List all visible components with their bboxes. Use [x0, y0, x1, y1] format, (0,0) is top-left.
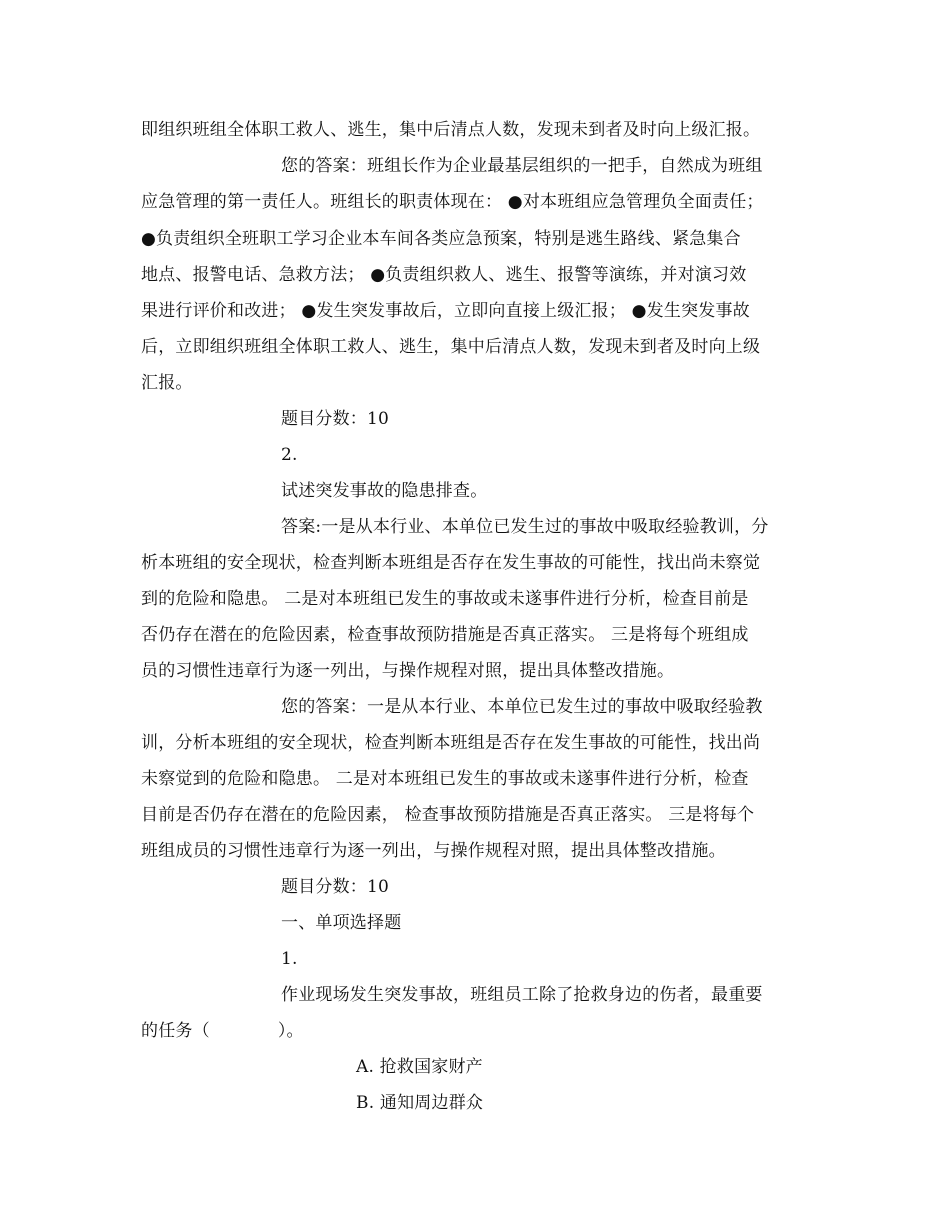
q2-your-answer-line: 训，分析本班组的安全现状，检查判断本班组是否存在发生事故的可能性，找出尚 [141, 733, 761, 753]
q2-answer-line: 否仍存在潜在的危险因素，检查事故预防措施是否真正落实。 三是将每个班组成 [141, 625, 749, 645]
q2-number: 2. [281, 445, 298, 465]
mc-q1-option-b[interactable]: B. 通知周边群众 [356, 1093, 484, 1113]
q2-answer-line: 到的危险和隐患。 二是对本班组已发生的事故或未遂事件进行分析，检查目前是 [141, 589, 749, 609]
mc-q1-stem-line [141, 1019, 304, 1043]
q2-score: 题目分数：10 [281, 877, 390, 897]
q2-your-answer-line: 未察觉到的危险和隐患。 二是对本班组已发生的事故或未遂事件进行分析，检查 [141, 769, 749, 789]
mc-q1-stem-post: ）。 [277, 1021, 304, 1041]
mc-q1-stem-line: 作业现场发生突发事故，班组员工除了抢救身边的伤者，最重要 [281, 985, 763, 1005]
q1-your-answer-line: 后，立即组织班组全体职工救人、逃生，集中后清点人数，发现未到者及时向上级 [141, 337, 761, 357]
q1-your-answer-line: 汇报。 [141, 373, 193, 393]
mc-q1-stem-pre: 的任务（ [141, 1021, 210, 1041]
q2-your-answer-line: 目前是否仍存在潜在的危险因素， 检查事故预防措施是否真正落实。 三是将每个 [141, 805, 755, 825]
q1-your-answer-line: 地点、报警电话、急救方法； ●负责组织救人、逃生、报警等演练，并对演习效 [141, 265, 747, 285]
q2-answer-line: 员的习惯性违章行为逐一列出，与操作规程对照，提出具体整改措施。 [141, 661, 675, 681]
q1-score: 题目分数：10 [281, 409, 390, 429]
q2-your-answer-line: 您的答案：一是从本行业、本单位已发生过的事故中吸取经验教 [281, 697, 763, 717]
mc-q1-option-a[interactable]: A. 抢救国家财产 [356, 1057, 483, 1077]
q1-answer-end: 即组织班组全体职工救人、逃生，集中后清点人数，发现未到者及时向上级汇报。 [141, 120, 761, 140]
section-heading: 一、单项选择题 [281, 913, 402, 933]
q2-title: 试述突发事故的隐患排查。 [281, 481, 488, 501]
q2-answer-line: 析本班组的安全现状，检查判断本班组是否存在发生事故的可能性，找出尚未察觉 [141, 553, 761, 573]
q2-answer-line: 答案:一是从本行业、本单位已发生过的事故中吸取经验教训，分 [281, 517, 769, 537]
q2-your-answer-line: 班组成员的习惯性违章行为逐一列出，与操作规程对照，提出具体整改措施。 [141, 841, 726, 861]
q1-your-answer-line: 您的答案：班组长作为企业最基层组织的一把手，自然成为班组 [281, 156, 763, 176]
q1-your-answer-line: 应急管理的第一责任人。班组长的职责体现在： ●对本班组应急管理负全面责任； [141, 192, 764, 212]
q1-your-answer-line: 果进行评价和改进； ●发生突发事故后，立即向直接上级汇报； ●发生突发事故 [141, 301, 750, 321]
mc-q1-number: 1. [281, 949, 298, 969]
q1-your-answer-line: ●负责组织全班职工学习企业本车间各类应急预案，特别是逃生路线、紧急集合 [141, 229, 741, 249]
